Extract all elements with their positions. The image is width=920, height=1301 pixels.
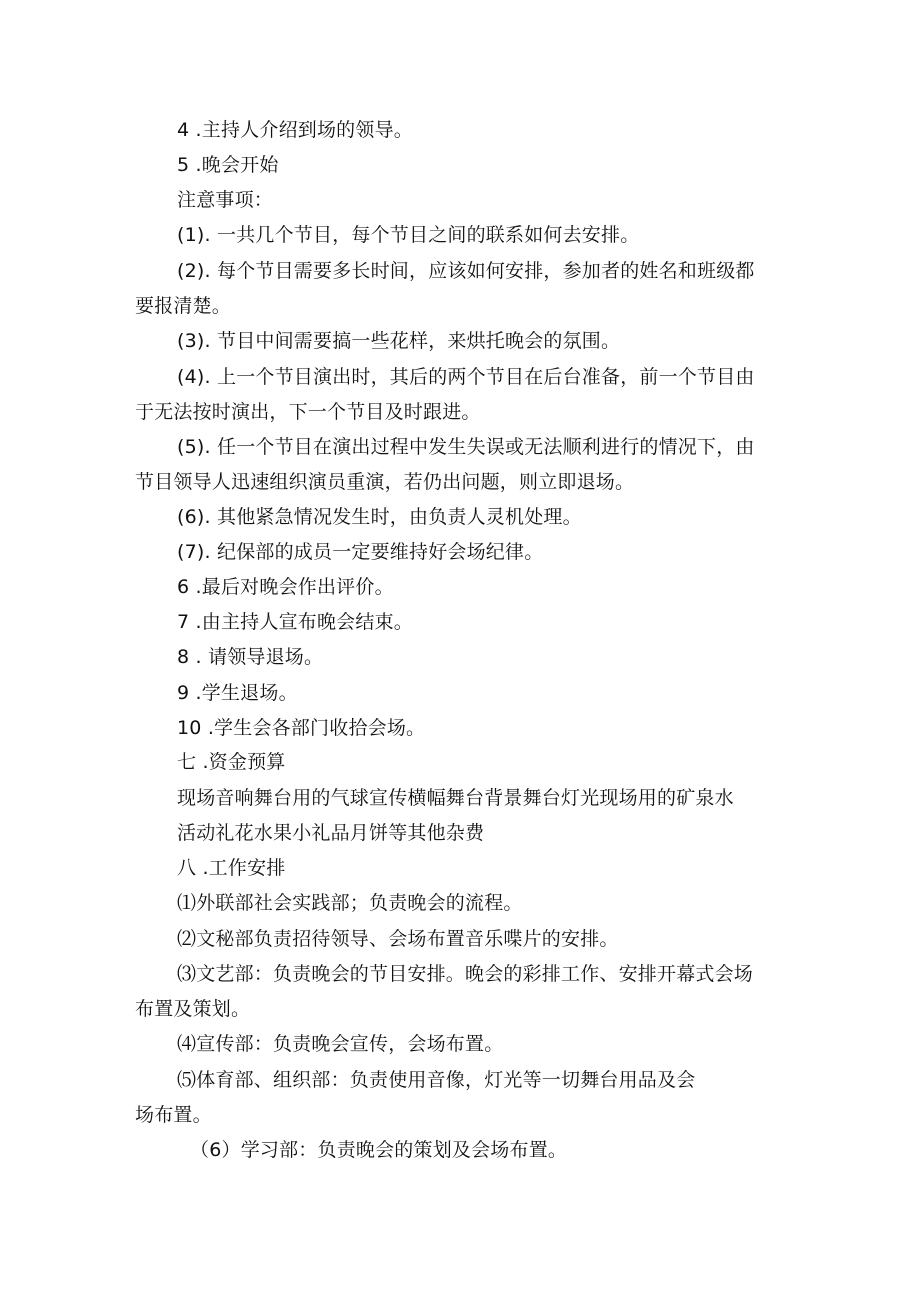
text-line: (2). 每个节目需要多长时间，应该如何安排，参加者的姓名和班级都: [177, 260, 755, 282]
text-line: 节目领导人迅速组织演员重演，若仍出问题，则立即退场。: [135, 471, 635, 493]
text-line: 活动礼花水果小礼品月饼等其他杂费: [177, 822, 485, 844]
text-line: ⑶文艺部：负责晚会的节目安排。晚会的彩排工作、安排开幕式会场: [177, 963, 754, 985]
text-line: 注意事项：: [177, 189, 274, 211]
text-line: 于无法按时演出，下一个节目及时跟进。: [135, 401, 481, 423]
text-line: ⑴外联部社会实践部；负责晚会的流程。: [177, 892, 523, 914]
text-line: (3). 节目中间需要搞一些花样，来烘托晚会的氛围。: [177, 330, 621, 352]
text-line: 现场音响舞台用的气球宣传横幅舞台背景舞台灯光现场用的矿泉水: [177, 787, 734, 809]
text-line: ⑸体育部、组织部：负责使用音像，灯光等一切舞台用品及会: [177, 1069, 696, 1091]
section-heading: 八 .工作安排: [177, 857, 286, 879]
text-line: （6）学习部：负责晚会的策划及会场布置。: [190, 1139, 568, 1161]
text-line: 4 .主持人介绍到场的领导。: [177, 119, 413, 141]
text-line: (1). 一共几个节目，每个节目之间的联系如何去安排。: [177, 224, 640, 246]
text-line: 要报清楚。: [135, 295, 232, 317]
text-line: 6 .最后对晚会作出评价。: [177, 576, 394, 598]
text-line: 7 .由主持人宣布晚会结束。: [177, 611, 413, 633]
text-line: 5 .晚会开始: [177, 154, 279, 176]
text-line: 布置及策划。: [135, 998, 251, 1020]
text-line: 场布置。: [135, 1104, 212, 1126]
section-heading: 七 .资金预算: [177, 751, 286, 773]
text-line: 10 .学生会各部门收拾会场。: [177, 717, 426, 739]
text-line: (4). 上一个节目演出时，其后的两个节目在后台准备，前一个节目由: [177, 366, 755, 388]
text-line: 8 . 请领导退场。: [177, 646, 324, 668]
text-line: (7). 纪保部的成员一定要维持好会场纪律。: [177, 541, 544, 563]
text-line: 9 .学生退场。: [177, 682, 298, 704]
text-line: ⑷宣传部：负责晚会宣传，会场布置。: [177, 1033, 504, 1055]
text-line: (5). 任一个节目在演出过程中发生失误或无法顺利进行的情况下，由: [177, 436, 755, 458]
text-line: (6). 其他紧急情况发生时，由负责人灵机处理。: [177, 506, 582, 528]
text-line: ⑵文秘部负责招待领导、会场布置音乐喋片的安排。: [177, 928, 619, 950]
